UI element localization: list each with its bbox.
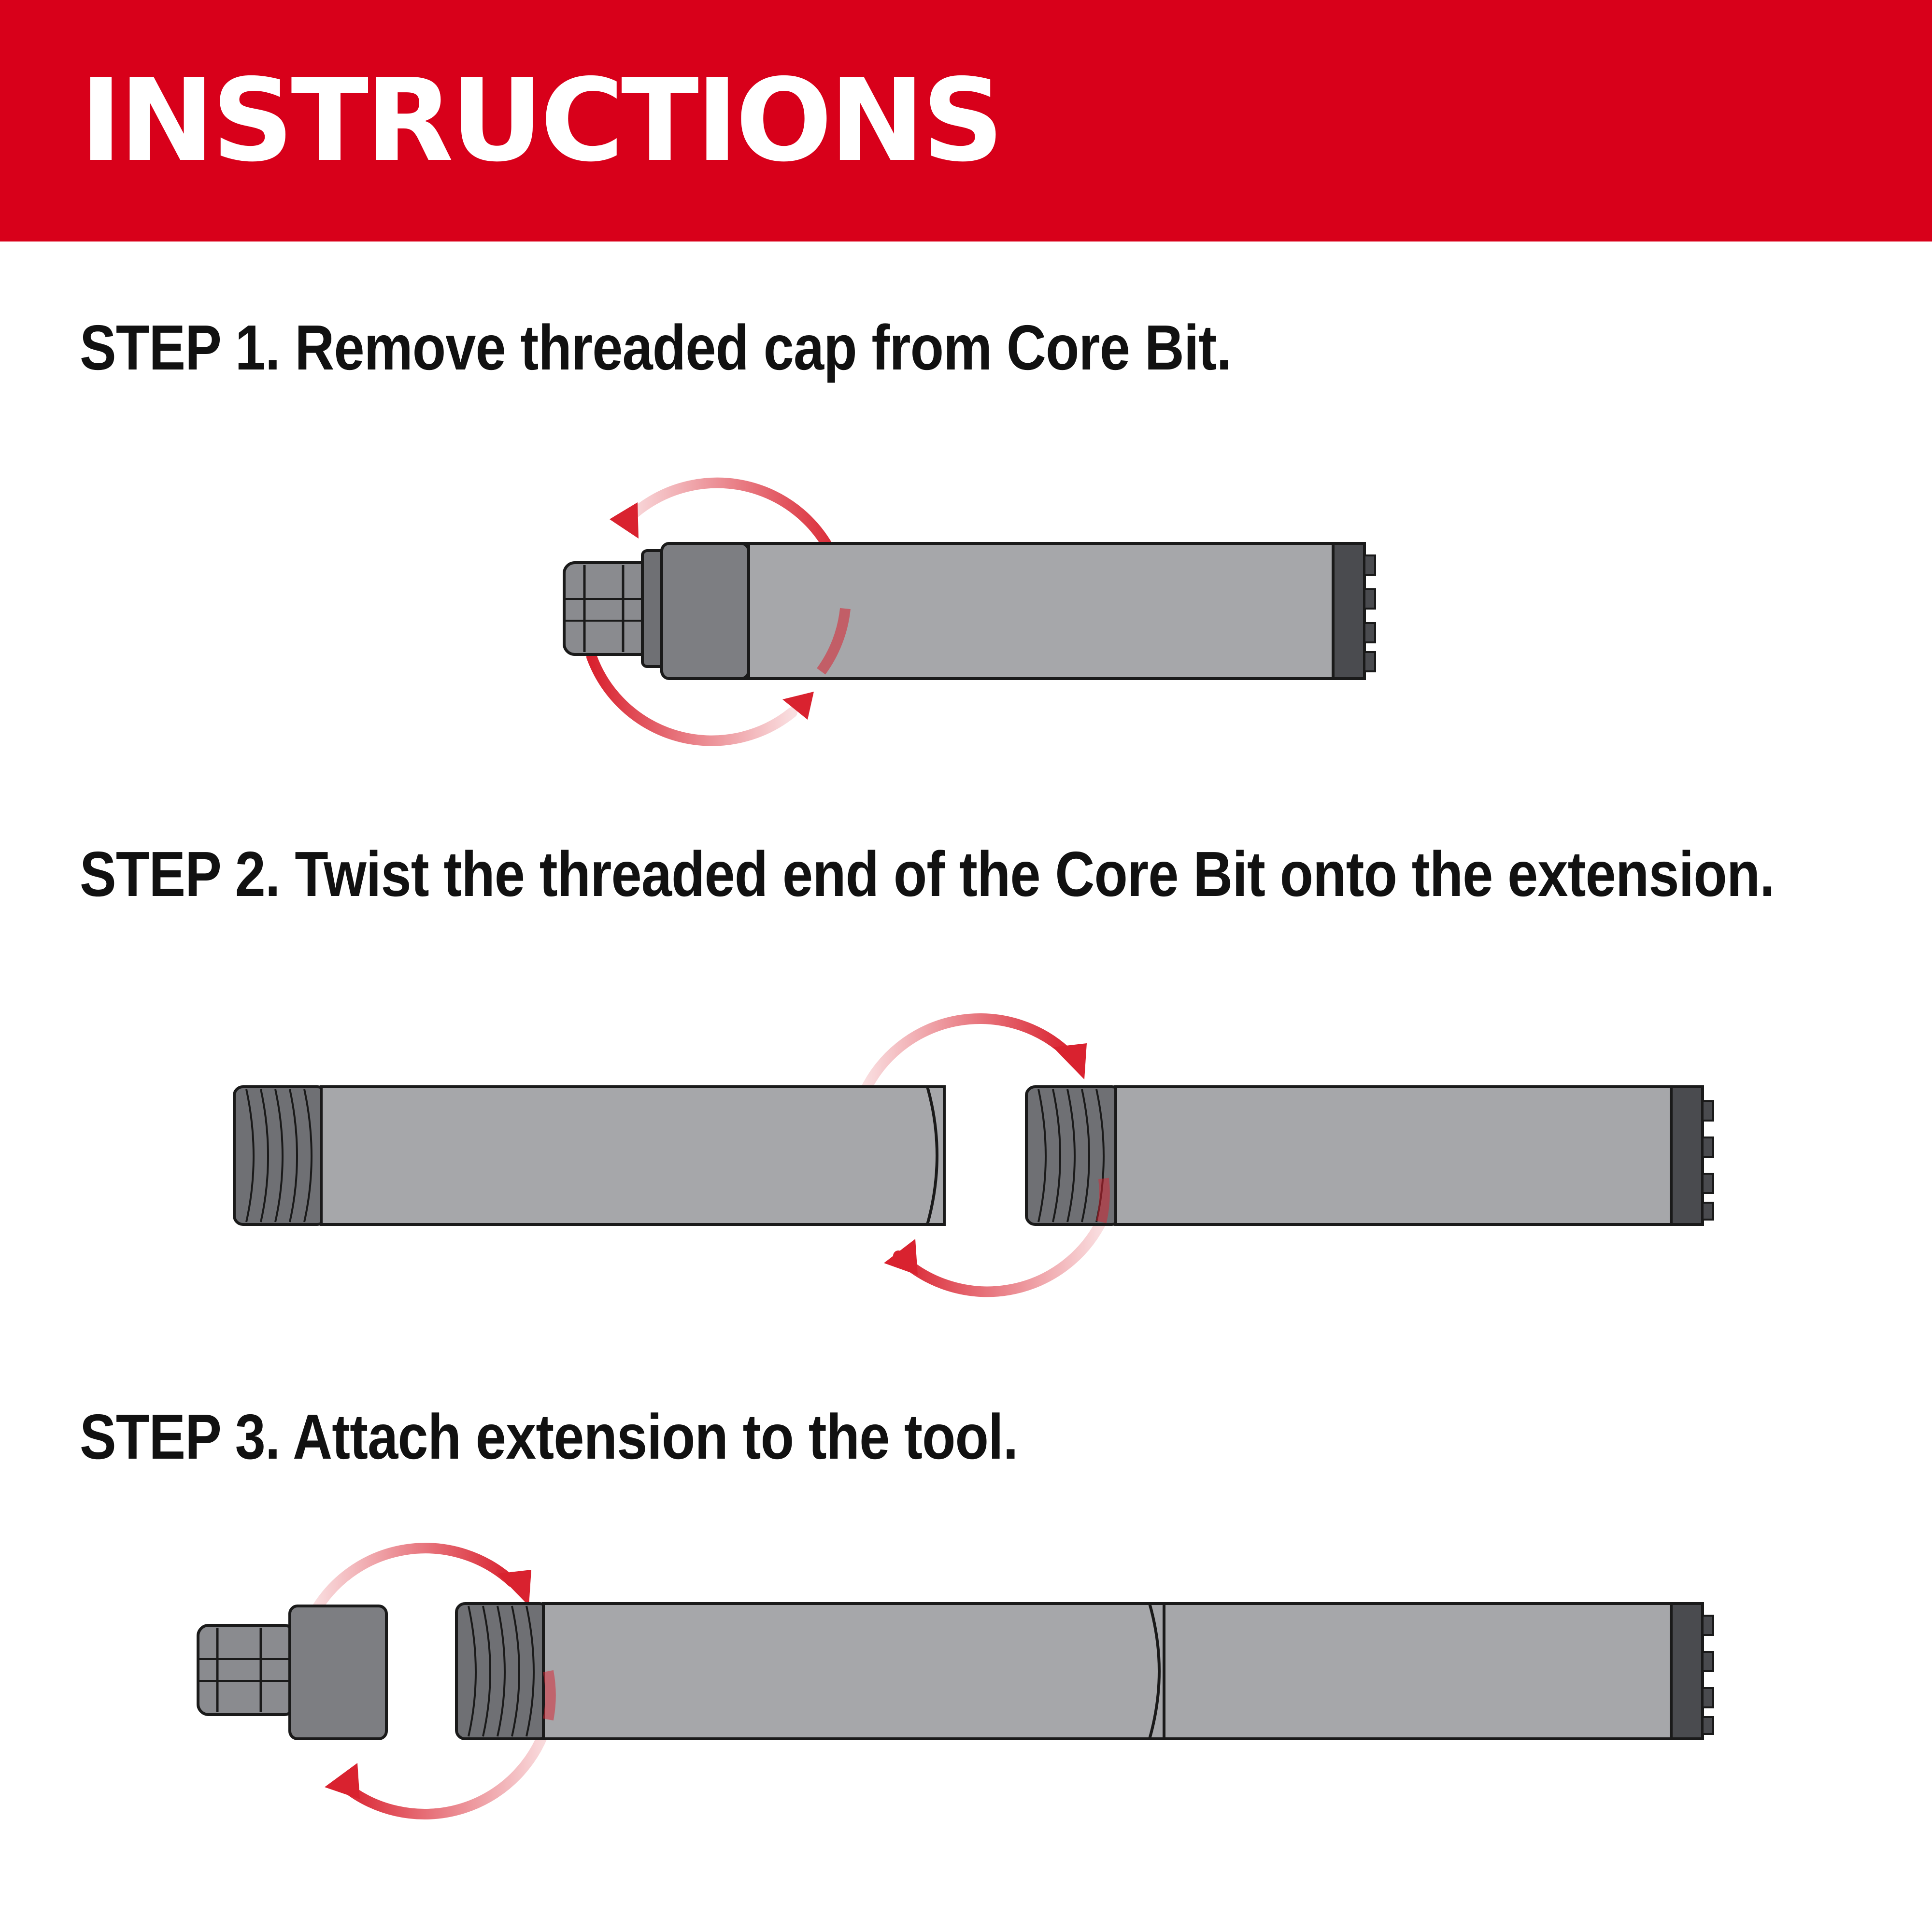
step-3-illustration: [0, 1521, 1932, 1821]
core-bit-icon: [1026, 1087, 1713, 1224]
page-title: INSTRUCTIONS: [80, 54, 1001, 187]
step-2-title: STEP 2. Twist the threaded end of the Core Bit onto the extension.: [80, 838, 1775, 909]
header-banner: [0, 0, 1932, 242]
step-1-title: STEP 1. Remove threaded cap from Core Bit.: [80, 312, 1232, 383]
extension-icon: [456, 1604, 1166, 1739]
step-1-illustration: [0, 459, 1932, 773]
core-bit-icon: [662, 543, 1375, 679]
extension-icon: [234, 1087, 944, 1224]
adapter-icon: [198, 1606, 386, 1739]
core-bit-icon: [1164, 1604, 1713, 1739]
step-3-title: STEP 3. Attach extension to the tool.: [80, 1401, 1018, 1472]
step-2-illustration: [0, 1005, 1932, 1304]
threaded-cap-icon: [564, 551, 667, 667]
